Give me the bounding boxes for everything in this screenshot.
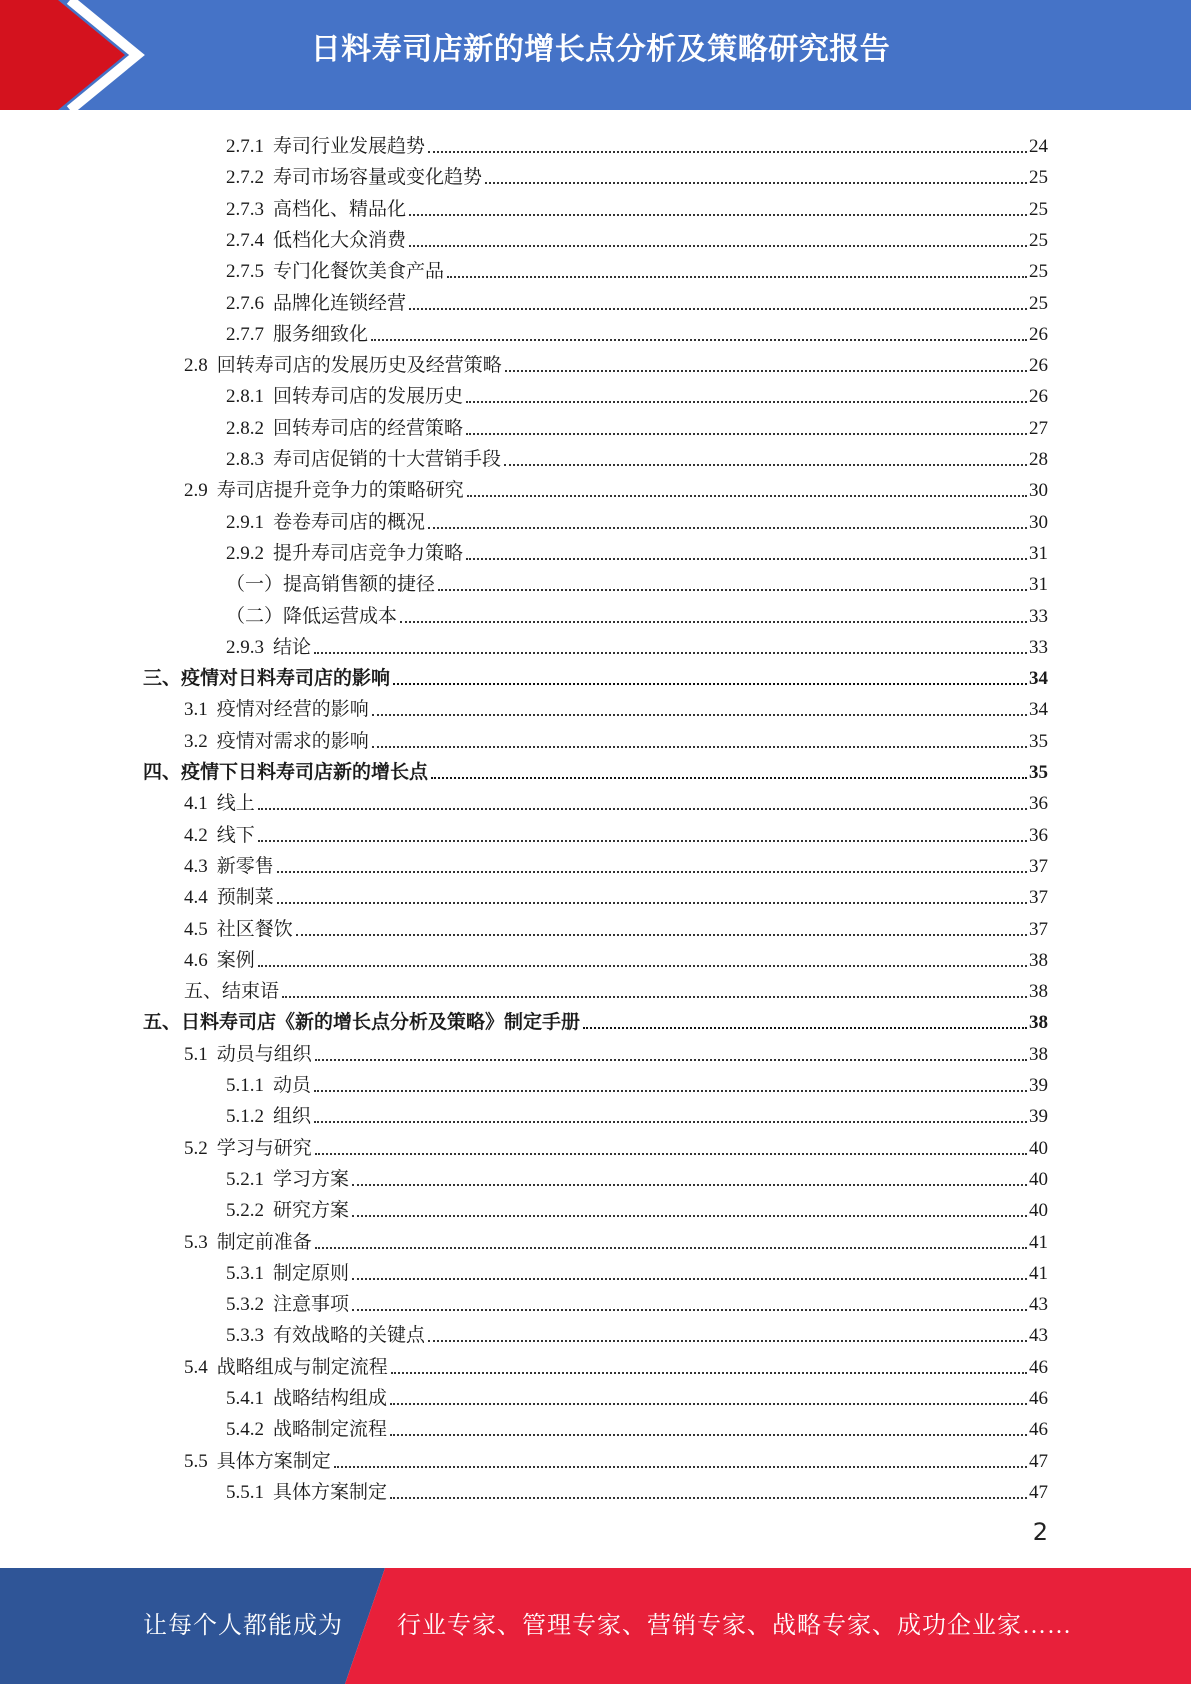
toc-entry-title: 预制菜 <box>216 887 274 909</box>
toc-entry[interactable] <box>226 1316 1048 1347</box>
toc-entry-number: 2.7.5 <box>226 261 264 283</box>
toc-entry-title: 疫情对需求的影响 <box>216 730 369 752</box>
toc-dot-leader <box>371 339 1027 341</box>
toc-dot-leader <box>352 1278 1027 1280</box>
toc-entry-page: 39 <box>1029 1075 1048 1096</box>
toc-entry-page: 27 <box>1029 417 1048 439</box>
toc-entry-title: 制定前准备 <box>216 1231 312 1253</box>
toc-entry-title: 线上 <box>216 793 255 815</box>
toc-entry[interactable] <box>226 252 1048 283</box>
toc-dot-leader <box>334 1466 1027 1468</box>
toc-dot-leader <box>277 902 1027 904</box>
toc-dot-leader <box>583 1027 1027 1029</box>
toc-entry-title: 线下 <box>216 824 255 846</box>
toc-entry[interactable] <box>226 1066 1048 1097</box>
toc-entry[interactable] <box>184 471 1048 502</box>
toc-entry-page: 40 <box>1029 1200 1048 1222</box>
toc-entry-page: 26 <box>1029 323 1048 345</box>
toc-entry[interactable] <box>184 941 1048 972</box>
toc-entry-page: 25 <box>1029 198 1048 220</box>
toc-entry-number: 5.2 <box>184 1137 208 1159</box>
toc-entry-page: 38 <box>1029 1043 1048 1065</box>
toc-entry-title: 品牌化连锁经营 <box>273 292 407 314</box>
toc-entry[interactable] <box>184 816 1048 847</box>
toc-entry-number: 3.1 <box>184 699 208 721</box>
toc-entry-page: 39 <box>1029 1106 1048 1128</box>
toc-entry-number: 5.3.3 <box>226 1325 264 1347</box>
toc-entry-page: 46 <box>1029 1356 1048 1378</box>
toc-dot-leader <box>466 433 1027 435</box>
toc-entry-title: 学习方案 <box>273 1168 350 1190</box>
toc-entry-page: 33 <box>1029 636 1048 658</box>
toc-entry-number: 2.7.3 <box>226 198 264 220</box>
toc-entry-page: 24 <box>1029 136 1048 157</box>
page-header <box>0 0 1191 110</box>
toc-entry-page: 46 <box>1029 1388 1048 1409</box>
toc-entry-page: 38 <box>1029 1012 1048 1034</box>
toc-entry[interactable] <box>184 690 1048 721</box>
toc-entry-title: 寿司行业发展趋势 <box>273 136 426 157</box>
toc-entry-number: 2.9.2 <box>226 542 264 564</box>
toc-entry-number: 5.5 <box>184 1450 208 1472</box>
toc-entry-number: 4.4 <box>184 887 208 909</box>
toc-entry[interactable] <box>184 910 1048 941</box>
toc-entry-page: 46 <box>1029 1419 1048 1441</box>
toc-entry-number: 2.7.7 <box>226 323 264 345</box>
toc-entry-title: 寿司店促销的十大营销手段 <box>273 449 502 470</box>
toc-entry-page: 40 <box>1029 1137 1048 1159</box>
toc-entry[interactable] <box>226 315 1048 346</box>
toc-entry-title: 五、日料寿司店《新的增长点分析及策略》制定手册 <box>143 1012 581 1034</box>
toc-entry-title: 具体方案制定 <box>216 1450 331 1472</box>
toc-entry-number: 4.2 <box>184 824 208 846</box>
toc-dot-leader <box>431 777 1027 779</box>
toc-entry-number: 5.2.1 <box>226 1168 264 1190</box>
toc-entry-number: 5.4.1 <box>226 1388 264 1409</box>
toc-entry[interactable] <box>226 409 1048 440</box>
toc-entry[interactable] <box>184 847 1048 878</box>
toc-entry-number: 2.9 <box>184 480 208 502</box>
toc-entry[interactable] <box>226 534 1048 565</box>
toc-entry[interactable] <box>184 784 1048 815</box>
toc-dot-leader <box>314 652 1027 654</box>
toc-entry-page: 33 <box>1029 605 1048 627</box>
toc-entry-page: 25 <box>1029 261 1048 283</box>
toc-dot-leader <box>393 683 1027 685</box>
toc-dot-leader <box>438 589 1027 591</box>
toc-entry-title: 制定原则 <box>273 1262 350 1284</box>
toc-entry-page: 30 <box>1029 480 1048 502</box>
toc-entry-number: 2.8 <box>184 355 208 377</box>
toc-entry-number: 5.1.2 <box>226 1106 264 1128</box>
toc-entry[interactable] <box>184 1348 1048 1379</box>
toc-dot-leader <box>352 1309 1027 1311</box>
toc-entry-title: 具体方案制定 <box>273 1481 388 1503</box>
toc-entry-title: 高档化、精品化 <box>273 198 407 220</box>
toc-entry-page: 36 <box>1029 793 1048 815</box>
toc-entry-page: 35 <box>1029 730 1048 752</box>
toc-entry-page: 38 <box>1029 949 1048 971</box>
toc-entry-page: 34 <box>1029 668 1048 690</box>
toc-dot-leader <box>372 746 1027 748</box>
toc-entry[interactable] <box>226 1379 1048 1410</box>
toc-entry[interactable] <box>226 1410 1048 1441</box>
toc-entry-title: 寿司市场容量或变化趋势 <box>273 167 483 189</box>
toc-entry-number: 4.3 <box>184 855 208 877</box>
toc-dot-leader <box>428 1340 1027 1342</box>
toc-entry-page: 37 <box>1029 887 1048 909</box>
toc-entry-title: 结论 <box>273 636 312 658</box>
toc-entry-number: 5.1 <box>184 1043 208 1065</box>
toc-entry-title: 新零售 <box>216 855 274 877</box>
toc-entry-title: 疫情对经营的影响 <box>216 699 369 721</box>
toc-dot-leader <box>409 214 1027 216</box>
toc-entry[interactable] <box>226 1097 1048 1128</box>
toc-dot-leader <box>447 276 1027 278</box>
toc-entry-title: 提升寿司店竞争力策略 <box>273 542 464 564</box>
toc-entry[interactable] <box>226 1285 1048 1316</box>
report-title: 日料寿司店新的增长点分析及策略研究报告 <box>310 32 891 67</box>
toc-entry[interactable] <box>226 628 1048 659</box>
toc-entry-number: 2.7.2 <box>226 167 264 189</box>
toc-entry-number: 5.1.1 <box>226 1075 264 1096</box>
toc-entry-title: 战略结构组成 <box>273 1388 388 1409</box>
toc-dot-leader <box>409 245 1027 247</box>
toc-entry-title: 注意事项 <box>273 1294 350 1316</box>
toc-entry[interactable] <box>226 284 1048 315</box>
toc-entry-title: 学习与研究 <box>216 1137 312 1159</box>
toc-dot-leader <box>296 934 1027 936</box>
toc-entry-title: 四、疫情下日料寿司店新的增长点 <box>143 762 429 783</box>
toc-entry[interactable] <box>184 346 1048 377</box>
toc-entry-page: 35 <box>1029 762 1048 783</box>
toc-entry-number: 5.4 <box>184 1356 208 1378</box>
toc-entry-page: 26 <box>1029 355 1048 377</box>
toc-entry-page: 43 <box>1029 1325 1048 1347</box>
toc-entry-number: 2.7.1 <box>226 136 264 157</box>
toc-dot-leader <box>258 808 1027 810</box>
toc-entry-number: 5.5.1 <box>226 1481 264 1503</box>
toc-entry-page: 47 <box>1029 1450 1048 1472</box>
toc-entry-page: 30 <box>1029 511 1048 533</box>
toc-entry[interactable] <box>143 659 1048 690</box>
toc-entry-title: 寿司店提升竞争力的策略研究 <box>216 480 464 502</box>
toc-entry[interactable] <box>226 190 1048 221</box>
toc-entry-number: 2.8.2 <box>226 417 264 439</box>
toc-entry[interactable] <box>226 565 1048 596</box>
page-footer <box>0 1568 1191 1684</box>
toc-entry[interactable] <box>184 878 1048 909</box>
toc-entry[interactable] <box>226 503 1048 534</box>
toc-dot-leader <box>409 308 1027 310</box>
toc-entry-number: 2.8.3 <box>226 449 264 470</box>
toc-entry-page: 41 <box>1029 1231 1048 1253</box>
toc-dot-leader <box>282 996 1027 998</box>
toc-entry[interactable] <box>143 753 1048 784</box>
toc-entry-number: 2.9.3 <box>226 636 264 658</box>
toc-entry-page: 36 <box>1029 824 1048 846</box>
toc-dot-leader <box>390 1434 1027 1436</box>
toc-entry-page: 31 <box>1029 574 1048 596</box>
toc-entry[interactable] <box>226 127 1048 158</box>
toc-entry[interactable] <box>143 1003 1048 1034</box>
toc-entry-number: 5.4.2 <box>226 1419 264 1441</box>
toc-entry[interactable] <box>226 440 1048 471</box>
toc-entry-title: 研究方案 <box>273 1200 350 1222</box>
toc-entry-number: 4.6 <box>184 949 208 971</box>
toc-entry[interactable] <box>184 1442 1048 1473</box>
toc-entry-title: （二）降低运营成本 <box>226 605 398 627</box>
toc-dot-leader <box>504 464 1027 466</box>
toc-dot-leader <box>314 1090 1027 1092</box>
toc-entry-page: 43 <box>1029 1294 1048 1316</box>
toc-entry-number: 2.9.1 <box>226 511 264 533</box>
toc-dot-leader <box>466 558 1027 560</box>
toc-entry-title: （一）提高销售额的捷径 <box>226 574 436 596</box>
toc-entry-title: 五、结束语 <box>184 981 280 1003</box>
toc-dot-leader <box>372 714 1027 716</box>
toc-dot-leader <box>467 495 1027 497</box>
toc-entry-title: 动员与组织 <box>216 1043 312 1065</box>
toc-entry-title: 案例 <box>216 949 255 971</box>
toc-entry-page: 41 <box>1029 1262 1048 1284</box>
toc-entry[interactable] <box>184 1223 1048 1254</box>
toc-dot-leader <box>258 965 1027 967</box>
toc-entry[interactable] <box>226 158 1048 189</box>
toc-dot-leader <box>400 621 1027 623</box>
toc-dot-leader <box>466 401 1027 403</box>
toc-entry-title: 卷卷寿司店的概况 <box>273 511 426 533</box>
toc-entry-title: 战略制定流程 <box>273 1419 388 1441</box>
toc-dot-leader <box>390 1497 1027 1499</box>
toc-entry-title: 回转寿司店的发展历史及经营策略 <box>216 355 502 377</box>
toc-entry[interactable] <box>184 972 1048 1003</box>
toc-dot-leader <box>428 151 1027 153</box>
toc-dot-leader <box>352 1215 1027 1217</box>
toc-dot-leader <box>391 1372 1027 1374</box>
toc-entry-page: 37 <box>1029 918 1048 940</box>
toc-dot-leader <box>314 1121 1027 1123</box>
toc-entry[interactable] <box>184 722 1048 753</box>
toc-entry-title: 三、疫情对日料寿司店的影响 <box>143 668 391 690</box>
toc-entry-title: 低档化大众消费 <box>273 229 407 251</box>
toc-entry-page: 31 <box>1029 542 1048 564</box>
toc-dot-leader <box>277 871 1027 873</box>
toc-dot-leader <box>505 370 1027 372</box>
toc-entry-number: 4.1 <box>184 793 208 815</box>
page-number: 2 <box>1032 1518 1048 1546</box>
toc-entry[interactable] <box>226 1160 1048 1191</box>
toc-entry[interactable] <box>226 1191 1048 1222</box>
footer-slogan-left: 让每个人都能成为 <box>143 1613 343 1639</box>
toc-dot-leader <box>428 527 1027 529</box>
toc-entry-title: 服务细致化 <box>273 323 369 345</box>
toc-entry-page: 25 <box>1029 292 1048 314</box>
toc-entry-title: 组织 <box>273 1106 312 1128</box>
toc-entry[interactable] <box>226 1473 1048 1504</box>
toc-entry-number: 5.2.2 <box>226 1200 264 1222</box>
toc-entry[interactable] <box>226 377 1048 408</box>
toc-dot-leader <box>315 1153 1027 1155</box>
toc-entry-page: 25 <box>1029 229 1048 251</box>
toc-entry-title: 战略组成与制定流程 <box>216 1356 388 1378</box>
toc-entry-page: 38 <box>1029 981 1048 1003</box>
toc-entry-title: 有效战略的关键点 <box>273 1325 426 1347</box>
toc-entry-page: 26 <box>1029 386 1048 408</box>
toc-dot-leader <box>315 1059 1027 1061</box>
toc-entry-page: 34 <box>1029 699 1048 721</box>
toc-entry-page: 47 <box>1029 1481 1048 1503</box>
toc-dot-leader <box>390 1403 1027 1405</box>
toc-entry-page: 25 <box>1029 167 1048 189</box>
toc-entry-title: 回转寿司店的经营策略 <box>273 417 464 439</box>
toc-entry-page: 40 <box>1029 1168 1048 1190</box>
toc-entry[interactable] <box>184 1129 1048 1160</box>
toc-dot-leader <box>315 1247 1027 1249</box>
toc-entry-number: 2.7.4 <box>226 229 264 251</box>
toc-entry-number: 2.7.6 <box>226 292 264 314</box>
toc-entry[interactable] <box>184 1035 1048 1066</box>
toc-entry[interactable] <box>226 597 1048 628</box>
footer-slogan-right: 行业专家、管理专家、营销专家、战略专家、成功企业家…… <box>397 1613 1072 1639</box>
toc-entry-title: 动员 <box>273 1075 312 1096</box>
toc-entry-number: 2.8.1 <box>226 386 264 408</box>
toc-dot-leader <box>258 840 1027 842</box>
toc-entry-number: 5.3.2 <box>226 1294 264 1316</box>
header-red-arrow <box>0 0 125 110</box>
toc-dot-leader <box>485 182 1027 184</box>
toc-entry-number: 5.3 <box>184 1231 208 1253</box>
toc-dot-leader <box>352 1184 1027 1186</box>
toc-entry-page: 28 <box>1029 449 1048 470</box>
toc-entry-number: 3.2 <box>184 730 208 752</box>
toc-entry-title: 专门化餐饮美食产品 <box>273 261 445 283</box>
toc-entry[interactable] <box>226 221 1048 252</box>
toc-entry-title: 回转寿司店的发展历史 <box>273 386 464 408</box>
toc-entry-title: 社区餐饮 <box>216 918 293 940</box>
toc-entry[interactable] <box>226 1254 1048 1285</box>
toc-entry-number: 5.3.1 <box>226 1262 264 1284</box>
toc-entry-page: 37 <box>1029 855 1048 877</box>
toc-entry-number: 4.5 <box>184 918 208 940</box>
